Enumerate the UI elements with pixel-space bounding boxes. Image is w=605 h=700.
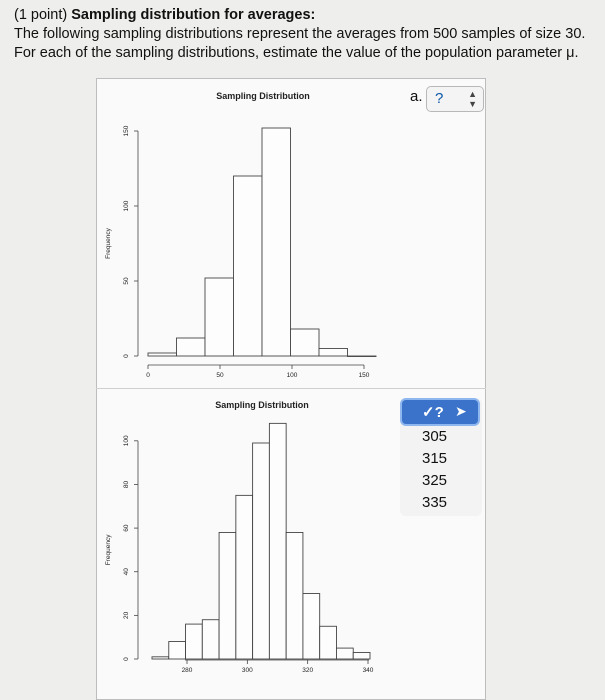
histogram-bar xyxy=(262,128,291,356)
histogram-bar xyxy=(202,620,219,659)
histogram-bar xyxy=(253,443,270,659)
histogram-chart-1 xyxy=(96,78,486,388)
question-header xyxy=(14,6,599,63)
histogram-bar xyxy=(148,353,177,356)
answer-dropdown[interactable] xyxy=(400,398,482,516)
histogram-bar xyxy=(177,338,206,356)
select-arrows-icon: ▲ ▼ xyxy=(468,89,477,109)
x-tick-label: 300 xyxy=(241,667,253,674)
answer-label: a. xyxy=(410,88,423,105)
histogram-bar xyxy=(219,532,236,659)
histogram-bar xyxy=(336,648,353,659)
x-tick-label: 320 xyxy=(302,667,314,674)
y-tick-label: 20 xyxy=(123,611,130,619)
chart-title: Sampling Distribution xyxy=(215,400,309,410)
question-line-3: For each of the sampling distributions, estimate the value of the population parameter μ. xyxy=(14,45,579,61)
histogram-bar xyxy=(348,356,377,357)
histogram-bar xyxy=(303,594,320,659)
dropdown-option-315[interactable]: 315 xyxy=(422,450,448,467)
dropdown-option-305[interactable]: 305 xyxy=(422,428,448,445)
x-tick-label: 150 xyxy=(358,372,370,379)
chart-title: Sampling Distribution xyxy=(216,91,310,101)
histogram-bar xyxy=(353,652,370,659)
question-title: Sampling distribution for averages: xyxy=(71,7,316,23)
mouse-cursor-icon: ➤ xyxy=(455,403,467,419)
y-tick-label: 100 xyxy=(123,200,130,212)
dropdown-option-335[interactable]: 335 xyxy=(422,494,448,511)
y-tick-label: 0 xyxy=(123,354,130,358)
y-axis-label: Frequency xyxy=(105,534,112,566)
histogram-bar xyxy=(319,349,348,357)
answer-select[interactable] xyxy=(426,86,484,112)
y-tick-label: 100 xyxy=(123,435,130,447)
histogram-bar xyxy=(269,423,286,659)
question-line-2: The following sampling distributions represent the averages from 500 samples of size 30. xyxy=(14,26,586,42)
histogram-bar xyxy=(320,626,337,659)
question-title-line xyxy=(14,6,599,25)
question-points: (1 point) xyxy=(14,7,68,23)
dropdown-option-325[interactable]: 325 xyxy=(422,472,448,489)
y-tick-label: 150 xyxy=(123,125,130,137)
x-tick-label: 100 xyxy=(286,372,298,379)
y-tick-label: 80 xyxy=(123,480,130,489)
histogram-bar xyxy=(169,642,186,659)
answer-select-value: ? xyxy=(435,90,444,107)
y-tick-label: 0 xyxy=(123,657,130,661)
histogram-bar xyxy=(234,176,263,356)
y-tick-label: 40 xyxy=(123,568,130,576)
histogram-bar xyxy=(286,532,303,659)
histogram-bar xyxy=(205,278,234,356)
y-tick-label: 60 xyxy=(123,524,130,532)
x-tick-label: 0 xyxy=(146,372,150,379)
x-tick-label: 50 xyxy=(216,372,224,379)
dropdown-option-selected-label: ✓? xyxy=(422,404,444,421)
x-tick-label: 280 xyxy=(181,667,193,674)
histogram-bar xyxy=(152,657,169,659)
y-tick-label: 50 xyxy=(123,277,130,285)
histogram-bar xyxy=(236,495,253,659)
histogram-bar xyxy=(291,329,320,356)
x-tick-label: 340 xyxy=(362,667,374,674)
y-axis-label: Frequency xyxy=(105,228,112,259)
histogram-bar xyxy=(186,624,203,659)
